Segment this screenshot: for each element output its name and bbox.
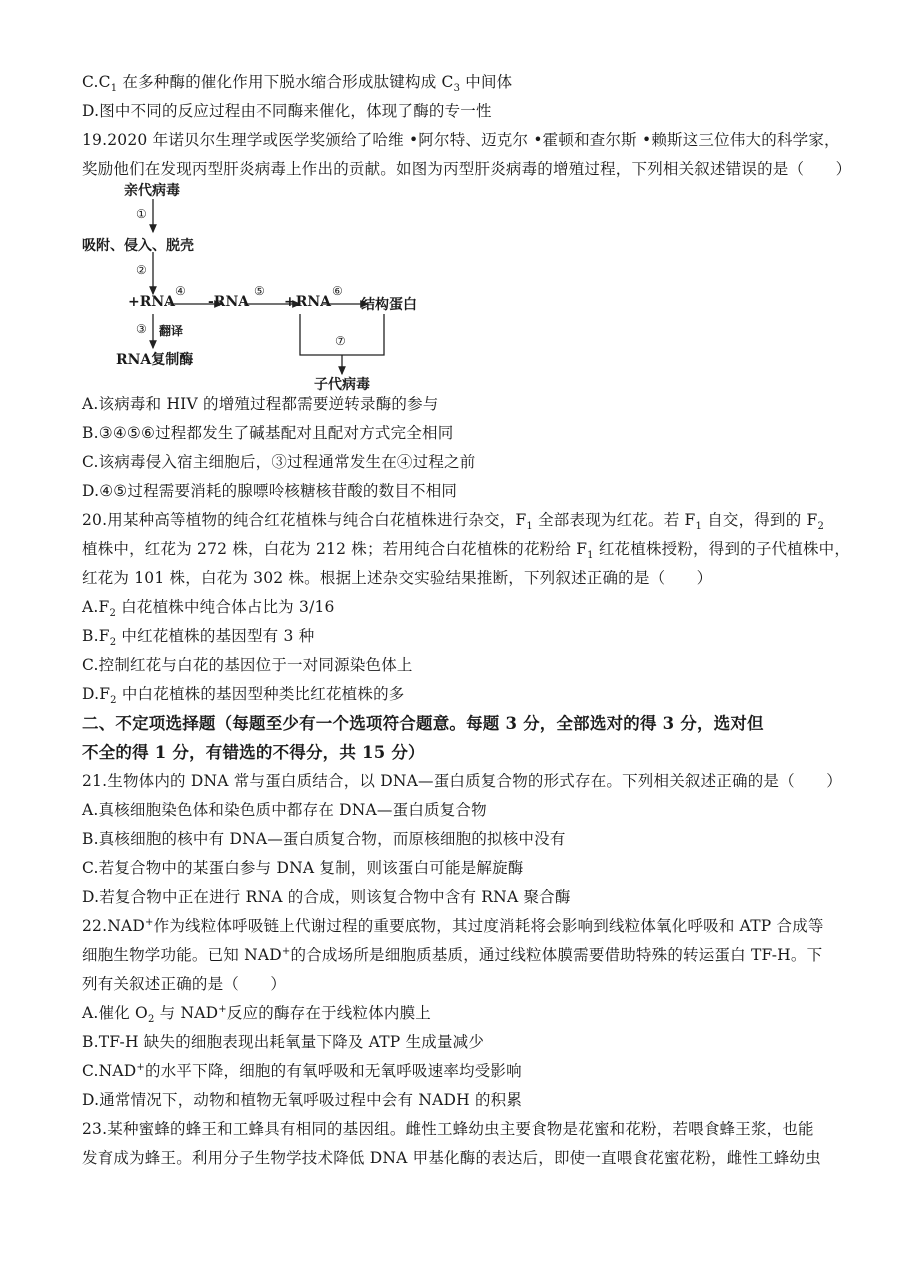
diagram-arrows [82,184,832,390]
label-plus-rna-2: +RNA [284,294,332,310]
label-parent-virus: 亲代病毒 [124,183,180,199]
q21-option-b: B.真核细胞的核中有 DNA—蛋白质复合物，而原核细胞的拟核中没有 [82,830,566,848]
label-step-5: ⑤ [254,284,265,298]
q20-stem-line2: 植株中，红花为 272 株，白花为 212 株；若用纯合白花植株的花粉给 $F_1$ 红花植株授粉，得到的子代植株中， [82,540,851,562]
q22-option-c: C.NAD+的水平下降，细胞的有氧呼吸和无氧呼吸速率均受影响 [82,1061,522,1080]
label-structural-protein: 结构蛋白 [361,297,417,313]
q19-option-a: A.该病毒和 HIV 的增殖过程都需要逆转录酶的参与 [82,395,439,413]
label-minus-rna: -RNA [208,294,250,310]
q21-option-c: C.若复合物中的某蛋白参与 DNA 复制，则该蛋白可能是解旋酶 [82,859,524,877]
q23-stem-line2: 发育成为蜂王。利用分子生物学技术降低 DNA 甲基化酶的表达后，即使一直喂食花蜜花粉，雌性工蜂幼虫 [82,1149,821,1167]
q18-option-c: $C.C_1$ 在多种酶的催化作用下脱水缩合形成肽键构成 $C_3$ 中间体 [82,73,513,95]
label-plus-rna-1: +RNA [128,294,176,310]
q20-option-a: $A.F_2$ 白花植株中纯合体占比为 3/16 [82,598,335,620]
label-rna-replicase: RNA复制酶 [116,352,194,368]
q22-stem-line3: 列有关叙述正确的是（ ） [82,975,287,993]
q20-option-c: C.控制红花与白花的基因位于一对同源染色体上 [82,656,413,674]
q19-option-d: D.④⑤过程需要消耗的腺嘌呤核糖核苷酸的数目不相同 [82,482,458,500]
q23-stem-line1: 23.某种蜜蜂的蜂王和工蜂具有相同的基因组。雌性工蜂幼虫主要食物是花蜜和花粉，若喂食蜂王浆，也能 [82,1120,814,1138]
label-step-6: ⑥ [332,284,343,298]
q20-stem-line1: 20.用某种高等植物的纯合红花植株与纯合白花植株进行杂交，$F_1$ 全部表现为红花。若 $F_1$ 自交，得到的 $F_2$ [82,511,825,533]
q19-stem-line1: 19.2020 年诺贝尔生理学或医学奖颁给了哈维 •阿尔特、迈克尔 •霍顿和查尔斯 •赖斯这三位伟大的科学家， [82,131,840,149]
label-step-3: ③ [136,322,147,336]
q20-option-b: $B.F_2$ 中红花植株的基因型有 3 种 [82,627,315,649]
q20-stem-line3: 红花为 101 株，白花为 302 株。根据上述杂交实验结果推断，下列叙述正确的是（ ） [82,569,713,587]
q19-stem-line2: 奖励他们在发现丙型肝炎病毒上作出的贡献。如图为丙型肝炎病毒的增殖过程，下列相关叙述错误的是（ ） [82,160,852,178]
section2-heading-line2: 不全的得 1 分，有错选的不得分，共 15 分） [82,743,425,762]
label-progeny-virus: 子代病毒 [314,377,370,393]
q22-stem-line1: 22.NAD+作为线粒体呼吸链上代谢过程的重要底物，其过度消耗将会影响到线粒体氧化呼吸和 ATP 合成等 [82,916,824,935]
label-step-7: ⑦ [335,334,346,348]
label-translate: 翻译 [159,324,184,338]
q22-stem-line2: 细胞生物学功能。已知 NAD+的合成场所是细胞质基质，通过线粒体膜需要借助特殊的转运蛋白 TF-H。下 [82,945,823,964]
q21-option-a: A.真核细胞染色体和染色质中都存在 DNA—蛋白质复合物 [82,801,487,819]
q21-option-d: D.若复合物中正在进行 RNA 的合成，则该复合物中含有 RNA 聚合酶 [82,888,571,906]
label-attach-enter-uncoat: 吸附、侵入、脱壳 [82,238,194,254]
q19-option-c: C.该病毒侵入宿主细胞后，③过程通常发生在④过程之前 [82,453,476,471]
exam-page [82,68,852,1173]
label-step-4: ④ [175,284,186,298]
q22-option-d: D.通常情况下，动物和植物无氧呼吸过程中会有 NADH 的积累 [82,1091,523,1109]
section2-heading-line1: 二、不定项选择题（每题至少有一个选项符合题意。每题 3 分，全部选对的得 3 分，选对但 [82,714,764,733]
q22-option-b: B.TF-H 缺失的细胞表现出耗氧量下降及 ATP 生成量减少 [82,1033,485,1051]
label-step-1: ① [136,207,147,221]
label-step-2: ② [136,263,147,277]
q22-option-a: A.催化 $O_2$ 与 NAD+反应的酶存在于线粒体内膜上 [82,1003,431,1026]
q20-option-d: $D.F_2$ 中白花植株的基因型种类比红花植株的多 [82,685,405,707]
hcv-replication-diagram [82,183,832,393]
q18-option-d: D.图中不同的反应过程由不同酶来催化，体现了酶的专一性 [82,102,492,120]
q21-stem: 21.生物体内的 DNA 常与蛋白质结合，以 DNA—蛋白质复合物的形式存在。下列相关叙述正确的是（ ） [82,772,842,790]
q19-option-b: B.③④⑤⑥过程都发生了碱基配对且配对方式完全相同 [82,424,454,442]
